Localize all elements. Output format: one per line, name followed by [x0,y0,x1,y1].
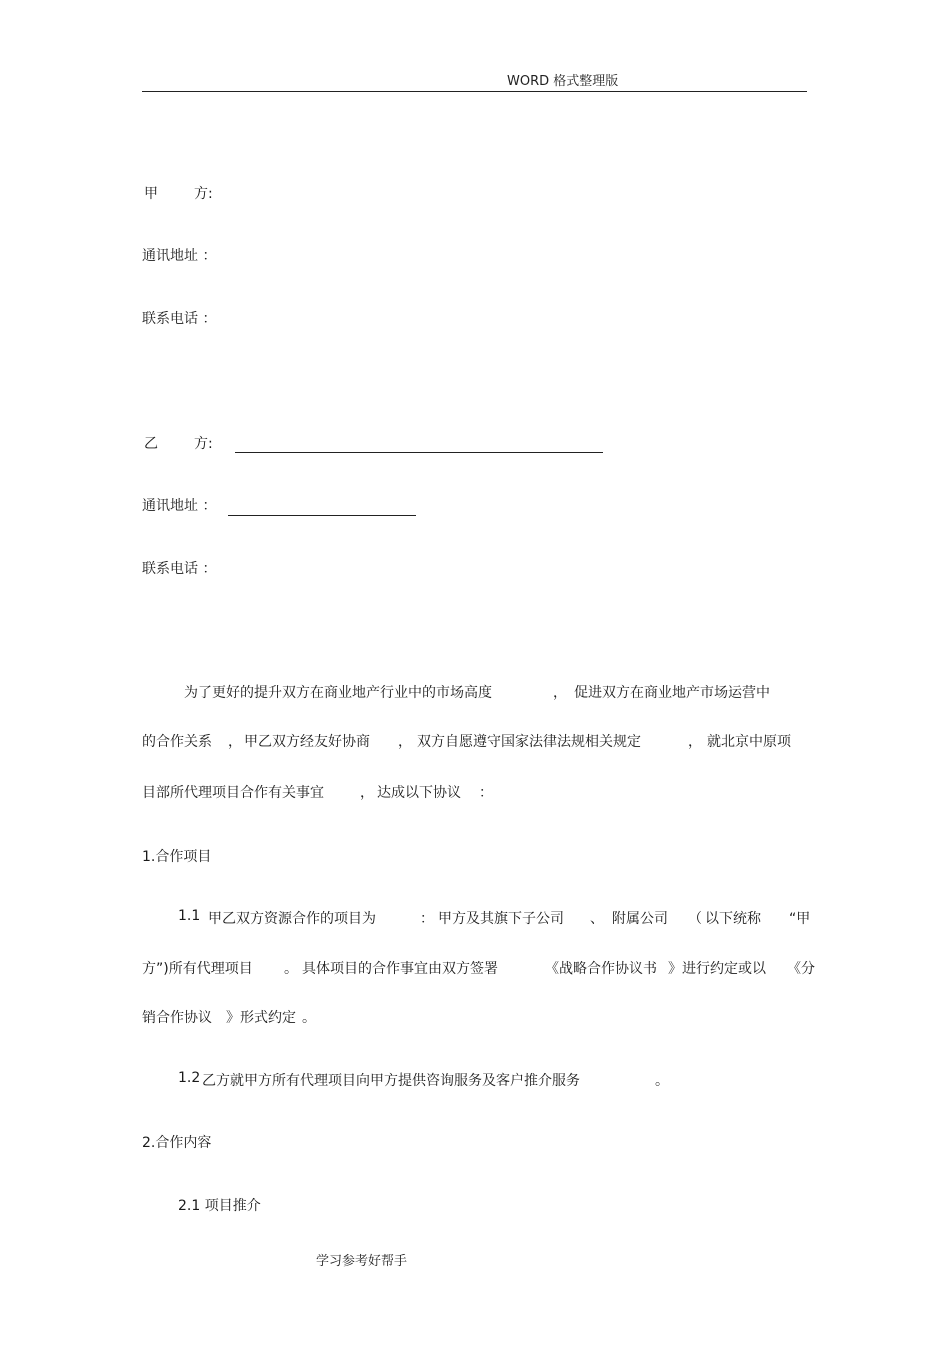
item-1-1-text-b: 甲方及其旗下子公司 [438,911,564,927]
item-2-1-title: 2.1 项目推介 [178,1198,261,1214]
item-1-1-text-e: “甲 [789,911,811,927]
intro-line3-comma: ， [360,785,374,801]
party-b-address-blank-line[interactable] [228,515,416,516]
intro-line3-part1: 目部所代理项目合作有关事宜 [142,785,324,801]
intro-line2-comma2: ， [398,734,412,750]
party-a-address-label: 通讯地址 ： [142,248,217,264]
item-1-1-line2-c: 《战略合作协议书 [545,961,657,977]
item-1-1-paren: （ [688,911,702,927]
intro-line3-colon: ： [479,785,493,801]
party-b-label-char2: 方: [194,436,213,452]
intro-line2-comma1: ， [228,734,242,750]
party-b-phone-label: 联系电话 ： [142,561,217,577]
page-footer-text: 学习参考好帮手 [316,1254,408,1269]
party-a-label-char2: 方: [194,186,213,202]
intro-line2-part4: 就北京中原项 [707,734,791,750]
item-1-1-line3-period: 。 [302,1010,316,1026]
item-1-1-line2-e: 《分 [787,961,815,977]
intro-line2-part3: 双方自愿遵守国家法律法规相关规定 [417,734,641,750]
intro-line2-comma3: ， [688,734,702,750]
item-1-1-line2-period: 。 [284,961,298,977]
section-2-title: 2.合作内容 [142,1135,212,1151]
item-1-1-enum-comma: 、 [590,911,604,927]
item-1-2-period: 。 [655,1073,669,1089]
item-1-2-text: 乙方就甲方所有代理项目向甲方提供咨询服务及客户推介服务 [202,1073,580,1089]
item-1-1-number: 1.1 [178,908,201,924]
intro-line1-comma: ， [553,685,567,701]
item-1-1-text-c: 附属公司 [612,911,668,927]
item-1-1-line3-b: 》形式约定 [226,1010,296,1026]
party-b-label-char1: 乙 [144,436,158,452]
header-divider [142,91,807,92]
item-1-2-number: 1.2 [178,1070,201,1086]
party-a-label-char1: 甲 [144,186,158,202]
party-b-name-blank-line[interactable] [235,452,603,453]
item-1-1-line3-a: 销合作协议 [142,1010,212,1026]
party-a-phone-label: 联系电话 ： [142,311,217,327]
intro-line2-part2: 甲乙双方经友好协商 [244,734,370,750]
item-1-1-line2-b: 具体项目的合作事宜由双方签署 [302,961,498,977]
intro-line3-part2: 达成以下协议 [377,785,461,801]
item-1-1-line2-d: 》进行约定或以 [668,961,766,977]
intro-line2-part1: 的合作关系 [142,734,212,750]
item-1-1-text-a: 甲乙双方资源合作的项目为 [208,911,376,927]
item-1-1-colon: ： [420,911,434,927]
intro-line1-part2: 促进双方在商业地产市场运营中 [574,685,770,701]
page-header-title: WORD 格式整理版 [507,74,619,89]
intro-line1-part1: 为了更好的提升双方在商业地产行业中的市场高度 [184,685,492,701]
party-b-address-label: 通讯地址 ： [142,498,217,514]
item-1-1-line2-a: 方”)所有代理项目 [142,961,253,977]
item-1-1-text-d: 以下统称 [705,911,761,927]
section-1-title: 1.合作项目 [142,849,212,865]
